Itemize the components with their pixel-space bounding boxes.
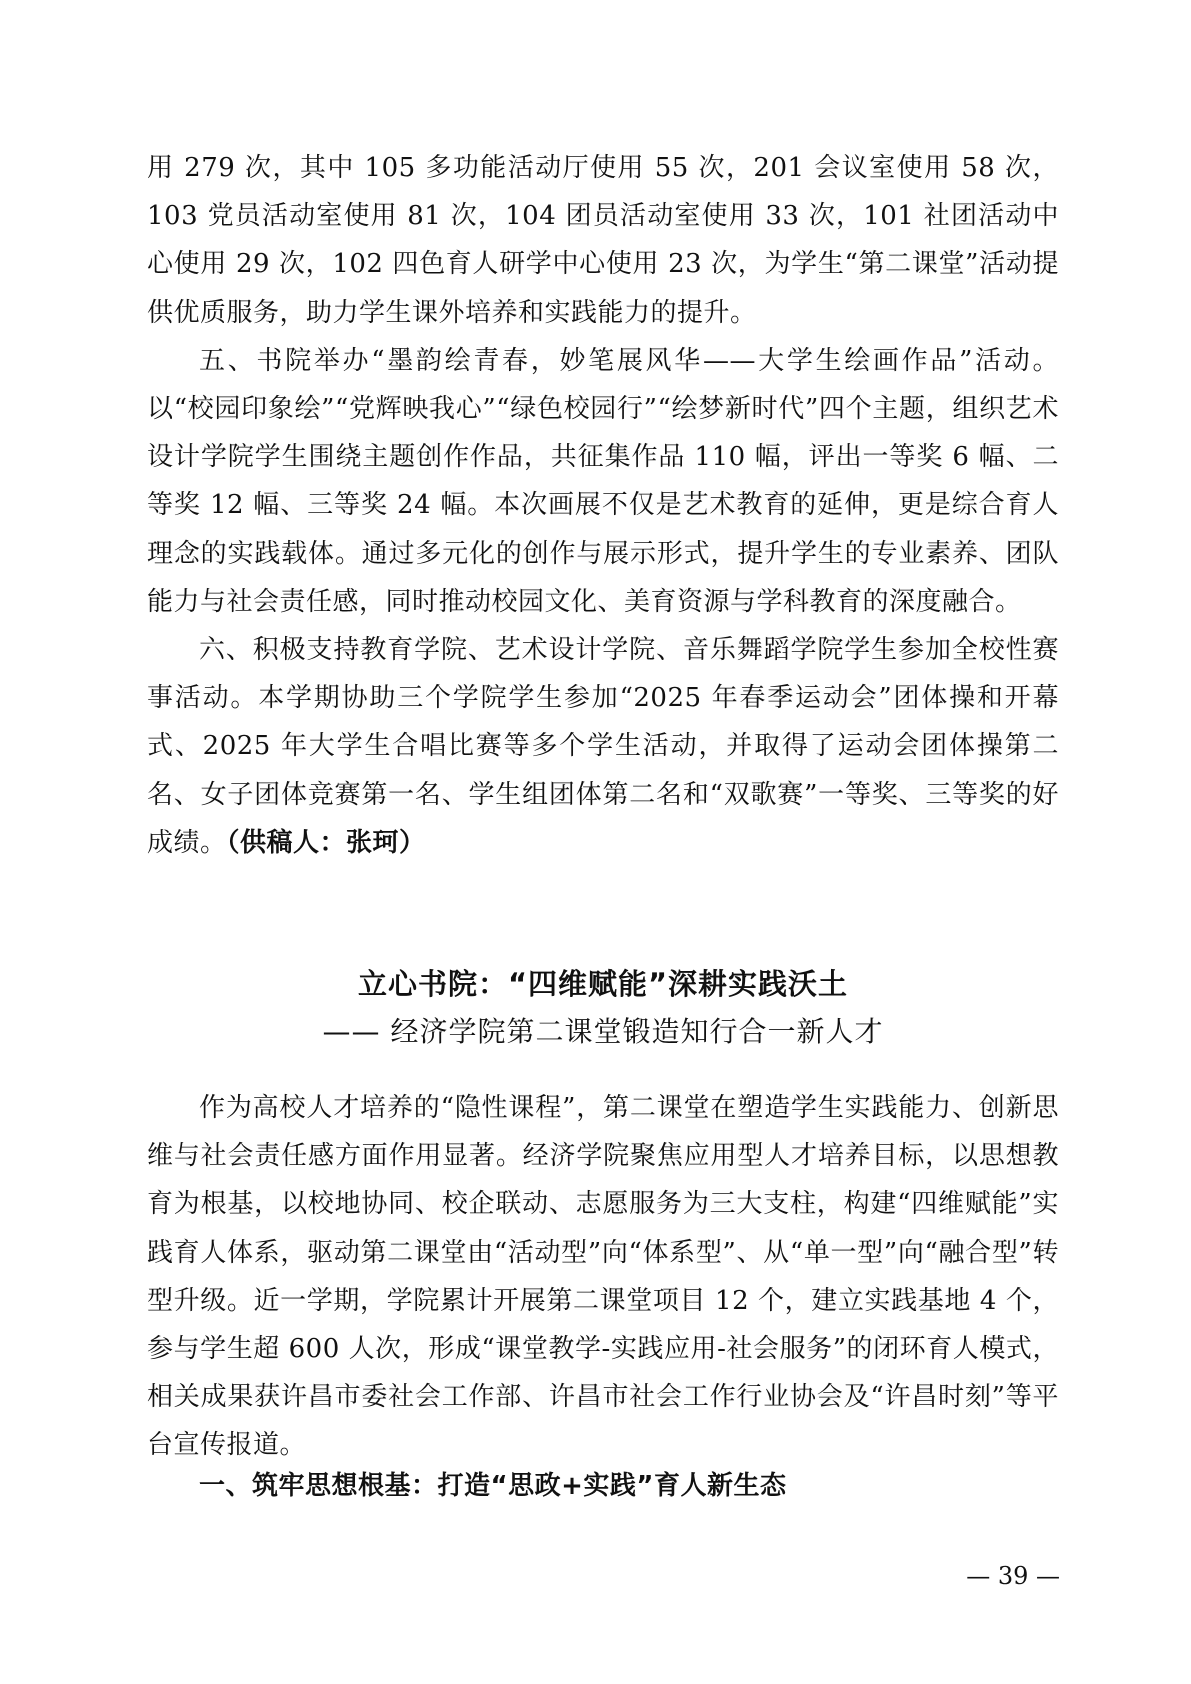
previous-article-continuation <box>147 144 1059 867</box>
paragraph-competition-text: 六、积极支持教育学院、艺术设计学院、音乐舞蹈学院学生参加全校性赛事活动。本学期协助三个学院学生参加“2025 年春季运动会”团体操和开幕式、2025 年大学生合唱比赛等多个学生活动，并取得了运动会团体操第二名、女子团体竞赛第一名、学生组团体第二名和“双歌赛”一等奖、三等奖的好成绩。 <box>147 635 1059 858</box>
page-number: — 39 — <box>966 1562 1060 1590</box>
paragraph-introduction: 作为高校人才培养的“隐性课程”，第二课堂在塑造学生实践能力、创新思维与社会责任感方面作用显著。经济学院聚焦应用型人才培养目标，以思想教育为根基，以校地协同、校企联动、志愿服务为三大支柱，构建“四维赋能”实践育人体系，驱动第二课堂由“活动型”向“体系型”、从“单一型”向“融合型”转型升级。近一学期，学院累计开展第二课堂项目 12 个，建立实践基地 4 个，参与学生超 600 人次，形成“课堂教学-实践应用-社会服务”的闭环育人模式，相关成果获许昌市委社会工作部、许昌市社会工作行业协会及“许昌时刻”等平台宣传报道。 <box>147 1093 1059 1461</box>
contributor-credit: （供稿人：张珂） <box>226 827 426 858</box>
article-title: 立心书院：“四维赋能”深耕实践沃土 <box>357 967 849 1001</box>
paragraph-painting-activity: 五、书院举办“墨韵绘青春，妙笔展风华——大学生绘画作品”活动。以“校园印象绘”“党辉映我心”“绿色校园行”“绘梦新时代”四个主题，组织艺术设计学院学生围绕主题创作作品，共征集作品 110 幅，评出一等奖 6 幅、二等奖 12 幅、三等奖 24 幅。本次画展不仅是艺术教育的延伸，更是综合育人理念的实践载体。通过多元化的创作与展示形式，提升学生的专业素养、团队能力与社会责任感，同时推动校园文化、美育资源与学科教育的深度融合。 <box>147 345 1059 617</box>
section-heading-1: 一、筑牢思想根基：打造“思政+实践”育人新生态 <box>199 1471 787 1501</box>
paragraph-competition-support <box>147 626 1059 867</box>
paragraph-facility-usage: 用 279 次，其中 105 多功能活动厅使用 55 次，201 会议室使用 58 次，103 党员活动室使用 81 次，104 团员活动室使用 33 次，101 社团活动中心使用 29 次，102 四色育人研学中心使用 23 次，为学生“第二课堂”活动提供优质服务，助力学生课外培养和实践能力的提升。 <box>147 153 1059 328</box>
article-subtitle: —— 经济学院第二课堂锻造知行合一新人才 <box>322 1015 884 1048</box>
article-body <box>147 1084 1059 1470</box>
